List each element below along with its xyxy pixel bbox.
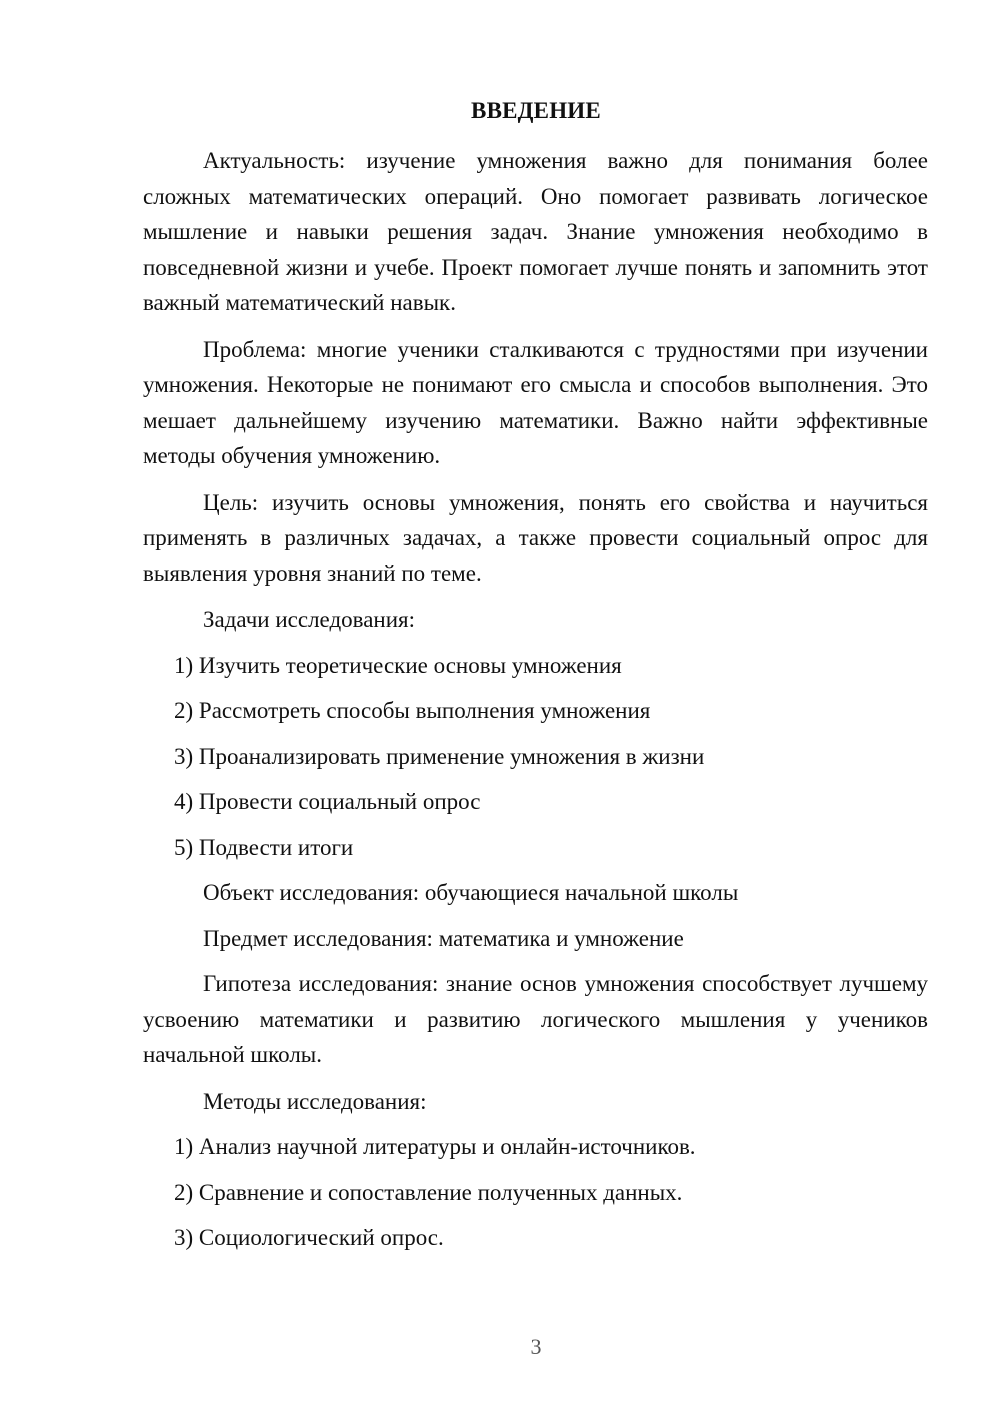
page-number: 3: [530, 1334, 542, 1359]
page-title: ВВЕДЕНИЕ: [471, 98, 601, 123]
method-item: 1) Анализ научной литературы и онлайн-источников.: [174, 1134, 696, 1159]
problem-paragraph: Проблема: многие ученики сталкиваются с трудностями при изучении умножения. Некоторые не понимают его смысла и способов выполнения. Это мешает дальнейшему изучению математики. Важно найти эффективные методы обучения умножению.: [143, 336, 928, 468]
tasks-heading: Задачи исследования:: [203, 607, 416, 632]
methods-heading: Методы исследования:: [203, 1088, 427, 1114]
document-body: [143, 143, 928, 1256]
research-subject: Предмет исследования: математика и умножение: [203, 925, 684, 951]
task-item: 3) Проанализировать применение умножения в жизни: [174, 743, 705, 769]
task-item: 5) Подвести итоги: [174, 834, 354, 860]
task-item: 1) Изучить теоретические основы умножения: [174, 652, 622, 678]
relevance-paragraph: Актуальность: изучение умножения важно для понимания более сложных математических операций. Оно помогает развивать логическое мышление и навыки решения задач. Знание умножения необходимо в повседневной жизни и учебе. Проект помогает лучше понять и запомнить этот важный математический навык.: [143, 148, 928, 315]
goal-paragraph: Цель: изучить основы умножения, понять его свойства и научиться применять в различных задачах, а также провести социальный опрос для выявления уровня знаний по теме.: [143, 489, 928, 586]
method-item: 3) Социологический опрос.: [174, 1225, 444, 1250]
method-item: 2) Сравнение и сопоставление полученных данных.: [174, 1179, 683, 1205]
research-object: Объект исследования: обучающиеся начальной школы: [203, 880, 739, 905]
task-item: 2) Рассмотреть способы выполнения умножения: [174, 698, 651, 723]
hypothesis-paragraph: Гипотеза исследования: знание основ умножения способствует лучшему усвоению математики и развитию логического мышления у учеников начальной школы.: [143, 971, 928, 1067]
task-item: 4) Провести социальный опрос: [174, 789, 481, 814]
